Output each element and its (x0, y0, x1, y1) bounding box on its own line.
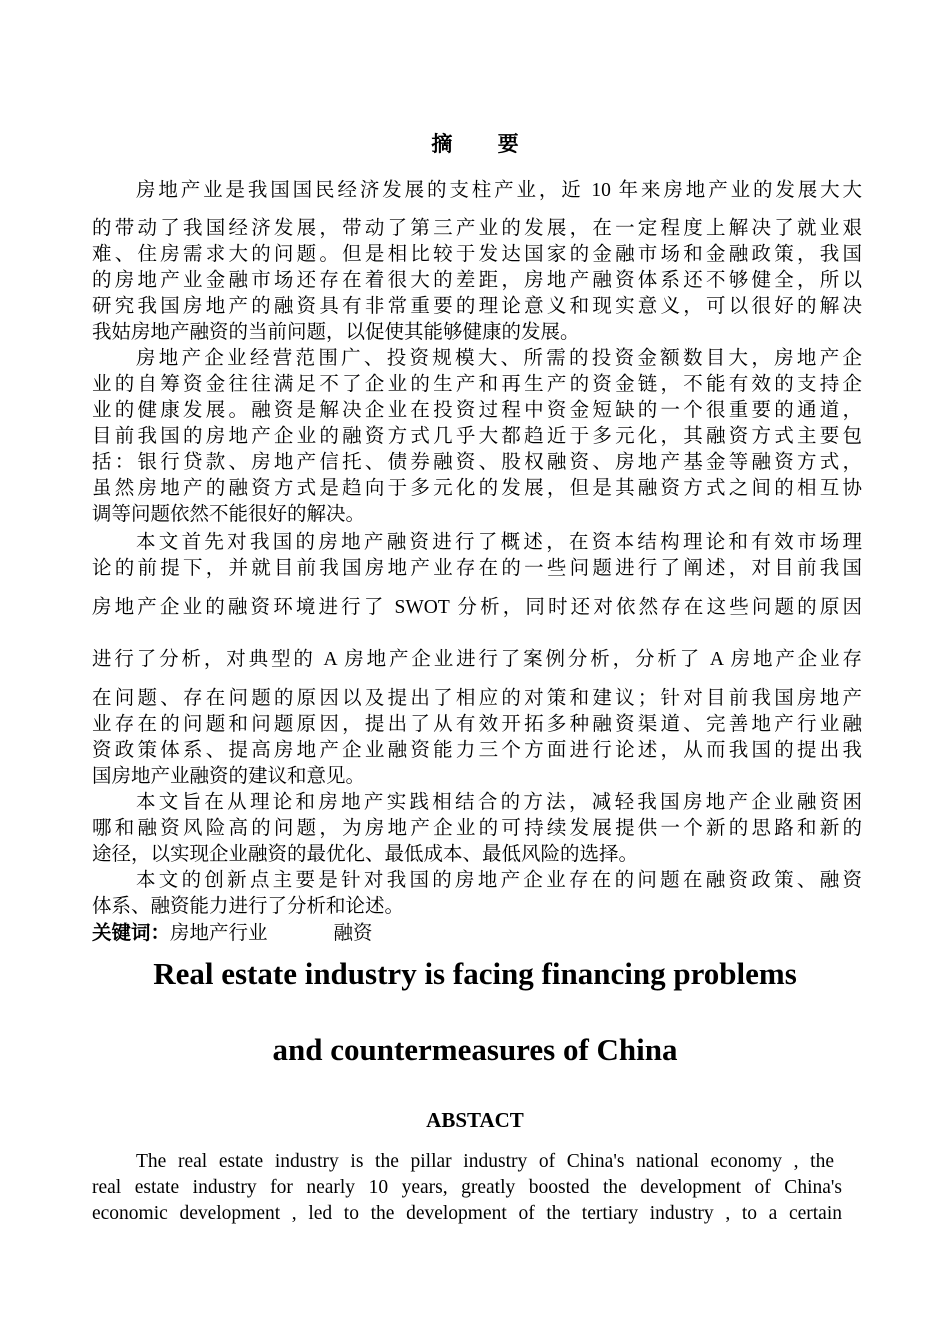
paragraph-line: economic development , led to the development of the tertiary industry , to a certain (92, 1203, 842, 1224)
keywords-label: 关键词： (92, 923, 171, 944)
paragraph-line: 业存在的问题和问题原因，提出了从有效开拓多种融资渠道、完善地产行业融 (92, 714, 862, 735)
paragraph-line: 国房地产业融资的建议和意见。 (92, 766, 366, 787)
paragraph-line: 的房地产业金融市场还存在着很大的差距，房地产融资体系还不够健全，所以 (92, 270, 862, 291)
paragraph-line: 进行了分析，对典型的 A 房地产企业进行了案例分析，分析了 A 房地产企业存 (92, 649, 862, 670)
paragraph-line: The real estate industry is the pillar industry of China's national economy , the (136, 1151, 834, 1172)
paragraph-line: 业的健康发展。融资是解决企业在投资过程中资金短缺的一个很重要的通道， (92, 400, 862, 421)
paragraph-line: 研究我国房地产的融资具有非常重要的理论意义和现实意义，可以很好的解决 (92, 296, 862, 317)
keyword: 房地产行业 (170, 923, 268, 944)
paragraph-line: 本文的创新点主要是针对我国的房地产企业存在的问题在融资政策、融资 (136, 870, 862, 891)
paragraph-line: 本文旨在从理论和房地产实践相结合的方法，减轻我国房地产企业融资困 (136, 792, 862, 813)
paragraph-line: 房地产企业经营范围广、投资规模大、所需的投资金额数目大，房地产企 (136, 348, 862, 369)
paragraph-line: 我姑房地产融资的当前问题，以促使其能够健康的发展。 (92, 322, 580, 343)
paragraph-line: 业的自筹资金往往满足不了企业的生产和再生产的资金链，不能有效的支持企 (92, 374, 862, 395)
keyword: 融资 (333, 923, 373, 944)
paragraph-line: 哪和融资风险高的问题，为房地产企业的可持续发展提供一个新的思路和新的 (92, 818, 862, 839)
paragraph-line: 途径，以实现企业融资的最优化、最低成本、最低风险的选择。 (92, 844, 639, 865)
english-title-line: Real estate industry is facing financing problems (153, 956, 797, 991)
paragraph-line: 调等问题依然不能很好的解决。 (92, 504, 366, 525)
keywords-line (92, 921, 373, 947)
paragraph-line: 本文首先对我国的房地产融资进行了概述，在资本结构理论和有效市场理 (136, 532, 862, 553)
paragraph-line: 目前我国的房地产企业的融资方式几乎大都趋近于多元化，其融资方式主要包 (92, 426, 862, 447)
abstract-title-zh: 摘 要 (431, 132, 539, 156)
english-title-line: and countermeasures of China (272, 1032, 678, 1067)
paragraph-line: 房地产企业的融资环境进行了 SWOT 分析，同时还对依然存在这些问题的原因 (92, 597, 862, 618)
paragraph-line: real estate industry for nearly 10 years, greatly boosted the development of China's (92, 1177, 842, 1198)
paragraph-line: 房地产业是我国国民经济发展的支柱产业，近 10 年来房地产业的发展大大 (136, 180, 862, 201)
paragraph-line: 难、住房需求大的问题。但是相比较于发达国家的金融市场和金融政策，我国 (92, 244, 862, 265)
abstract-title-en: ABSTACT (426, 1108, 524, 1132)
paragraph-line: 在问题、存在问题的原因以及提出了相应的对策和建议；针对目前我国房地产 (92, 688, 862, 709)
paragraph-line: 论的前提下，并就目前我国房地产业存在的一些问题进行了阐述，对目前我国 (92, 558, 862, 579)
paragraph-line: 体系、融资能力进行了分析和论述。 (92, 896, 405, 917)
paragraph-line: 资政策体系、提高房地产企业融资能力三个方面进行论述，从而我国的提出我 (92, 740, 862, 761)
paragraph-line: 括：银行贷款、房地产信托、债券融资、股权融资、房地产基金等融资方式， (92, 452, 862, 473)
paragraph-line: 虽然房地产的融资方式是趋向于多元化的发展，但是其融资方式之间的相互协 (92, 478, 862, 499)
paragraph-line: 的带动了我国经济发展，带动了第三产业的发展，在一定程度上解决了就业艰 (92, 218, 862, 239)
